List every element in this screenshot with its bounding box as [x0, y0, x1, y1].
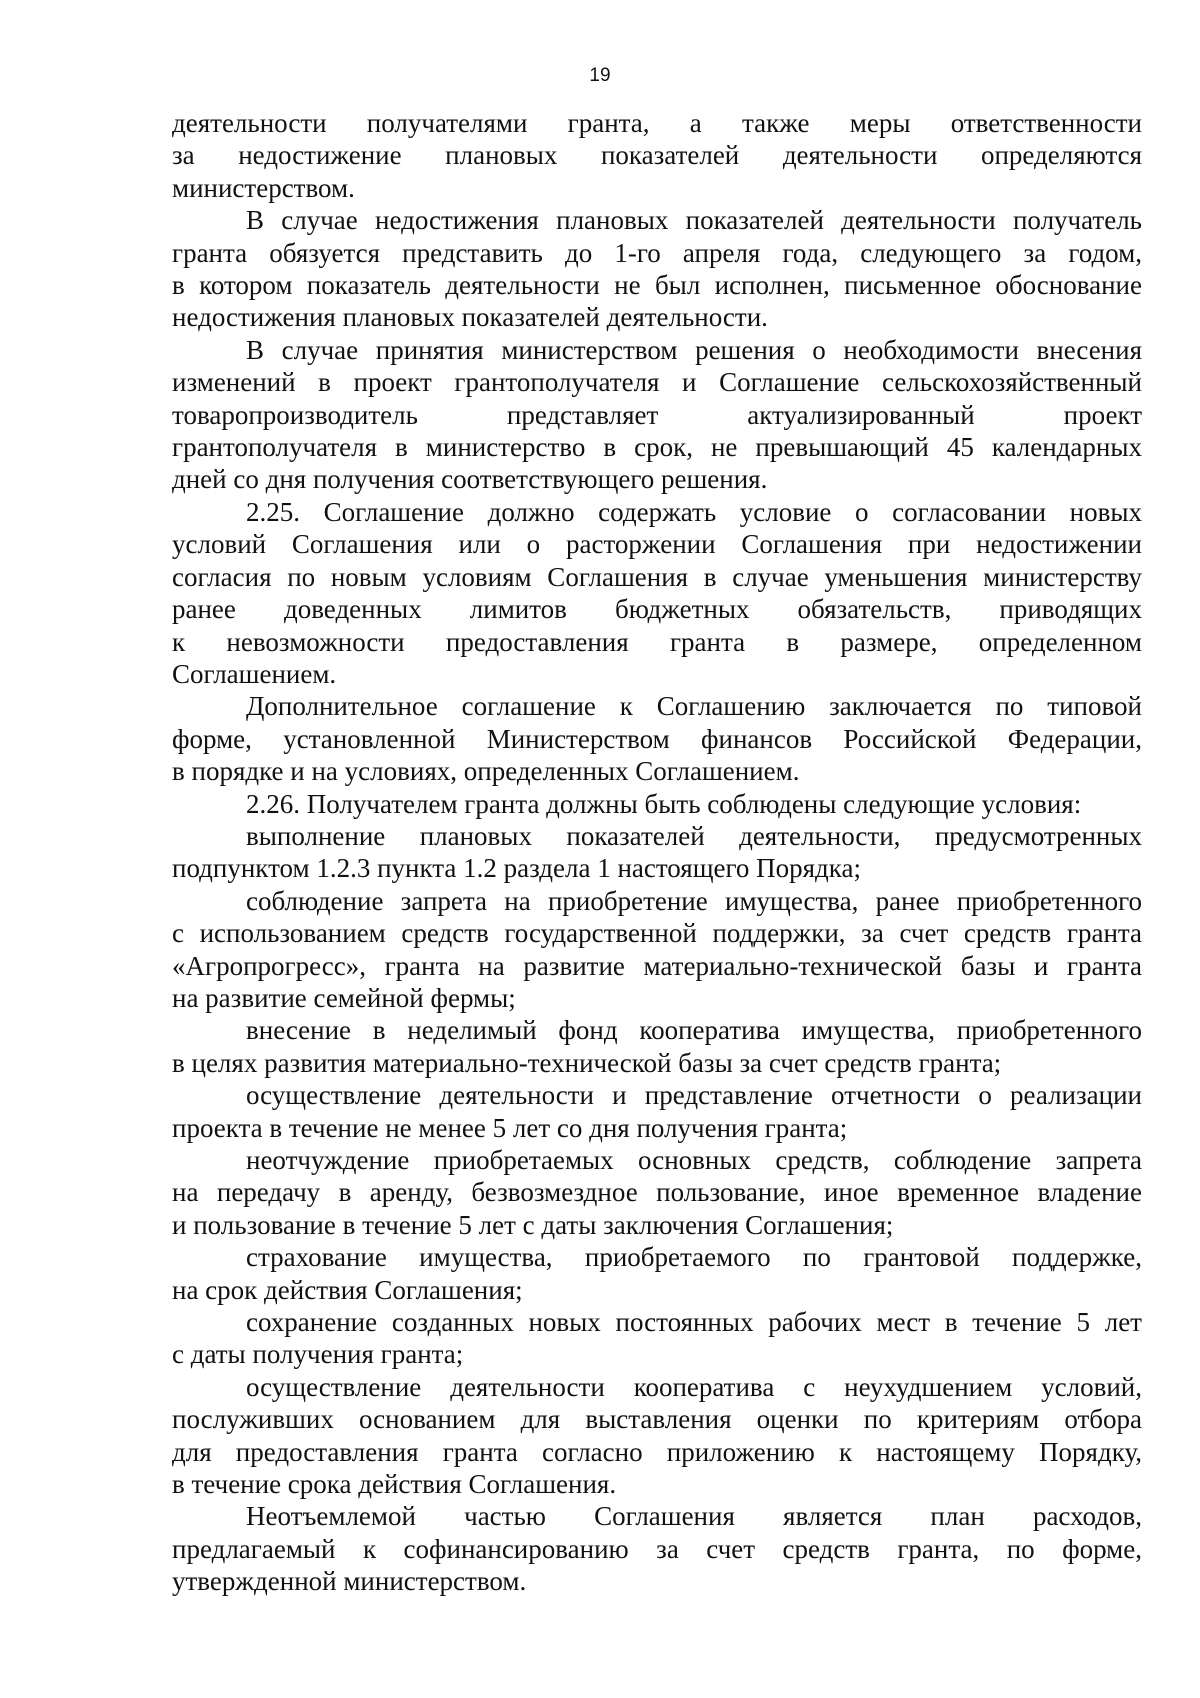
paragraph [172, 334, 1142, 496]
text-line: 2.26. Получателем гранта должны быть соблюдены следующие условия: [246, 788, 1082, 819]
paragraph [172, 1241, 1142, 1306]
paragraph [172, 1306, 1142, 1371]
paragraph [172, 820, 1142, 885]
text-line: в котором показатель деятельности не был исполнен, письменное обоснование [172, 270, 1142, 301]
text-line: в течение срока действия Соглашения. [172, 1469, 617, 1500]
text-line: изменений в проект грантополучателя и Соглашение сельскохозяйственный [172, 367, 1142, 398]
document-body [172, 107, 1142, 1598]
text-line: на передачу в аренду, безвозмездное пользование, иное временное владение [172, 1177, 1142, 1208]
paragraph [172, 1014, 1142, 1079]
text-line: послуживших основанием для выставления оценки по критериям отбора [172, 1404, 1142, 1435]
text-line: условий Соглашения или о расторжении Соглашения при недостижении [172, 529, 1142, 560]
text-line: в порядке и на условиях, определенных Соглашением. [172, 756, 800, 787]
text-line: Соглашением. [172, 658, 337, 689]
text-line: соблюдение запрета на приобретение имущества, ранее приобретенного [246, 885, 1142, 916]
text-line: недостижения плановых показателей деятельности. [172, 302, 768, 333]
text-line: «Агропрогресс», гранта на развитие материально-технической базы и гранта [172, 950, 1142, 981]
text-line: форме, установленной Министерством финансов Российской Федерации, [172, 723, 1142, 754]
paragraph [172, 107, 1142, 204]
paragraph [172, 690, 1142, 787]
text-line: Неотъемлемой частью Соглашения является план расходов, [246, 1501, 1142, 1532]
paragraph [172, 1371, 1142, 1501]
text-line: осуществление деятельности кооператива с неухудшением условий, [246, 1371, 1142, 1402]
paragraph [172, 1500, 1142, 1597]
paragraph [172, 496, 1142, 690]
text-line: утвержденной министерством. [172, 1566, 527, 1597]
text-line: товаропроизводитель представляет актуализированный проект [172, 399, 1142, 430]
text-line: выполнение плановых показателей деятельности, предусмотренных [246, 820, 1142, 851]
paragraph [172, 885, 1142, 1015]
text-line: ранее доведенных лимитов бюджетных обязательств, приводящих [172, 594, 1142, 625]
text-line: внесение в неделимый фонд кооператива имущества, приобретенного [246, 1015, 1142, 1046]
text-line: на срок действия Соглашения; [172, 1274, 523, 1305]
paragraph [172, 1079, 1142, 1144]
text-line: за недостижение плановых показателей деятельности определяются [172, 140, 1142, 171]
text-line: осуществление деятельности и представление отчетности о реализации [246, 1080, 1142, 1111]
text-line: предлагаемый к софинансированию за счет средств гранта, по форме, [172, 1533, 1142, 1564]
text-line: Дополнительное соглашение к Соглашению заключается по типовой [246, 691, 1142, 722]
text-line: сохранение созданных новых постоянных рабочих мест в течение 5 лет [246, 1307, 1142, 1338]
text-line: В случае принятия министерством решения о необходимости внесения [246, 334, 1142, 365]
text-line: министерством. [172, 172, 355, 203]
paragraph [172, 1144, 1142, 1241]
text-line: с даты получения гранта; [172, 1339, 464, 1370]
text-line: согласия по новым условиям Соглашения в случае уменьшения министерству [172, 561, 1142, 592]
text-line: В случае недостижения плановых показателей деятельности получатель [246, 205, 1142, 236]
text-line: неотчуждение приобретаемых основных средств, соблюдение запрета [246, 1145, 1142, 1175]
text-line: для предоставления гранта согласно приложению к настоящему Порядку, [172, 1436, 1142, 1467]
text-line: 2.25. Соглашение должно содержать условие о согласовании новых [246, 496, 1142, 527]
text-line: гранта обязуется представить до 1-го апреля года, следующего за годом, [172, 237, 1142, 268]
text-line: дней со дня получения соответствующего решения. [172, 464, 768, 495]
page-number: 19 [589, 65, 611, 86]
text-line: проекта в течение не менее 5 лет со дня получения гранта; [172, 1112, 848, 1143]
text-line: и пользование в течение 5 лет с даты заключения Соглашения; [172, 1209, 894, 1240]
text-line: страхование имущества, приобретаемого по грантовой поддержке, [246, 1242, 1142, 1273]
text-line: в целях развития материально-технической базы за счет средств гранта; [172, 1047, 1002, 1078]
text-line: грантополучателя в министерство в срок, не превышающий 45 календарных [172, 432, 1142, 463]
paragraph [172, 788, 1142, 820]
text-line: с использованием средств государственной поддержки, за счет средств гранта [172, 918, 1142, 949]
paragraph [172, 204, 1142, 334]
text-line: подпунктом 1.2.3 пункта 1.2 раздела 1 настоящего Порядка; [172, 853, 861, 884]
text-line: к невозможности предоставления гранта в размере, определенном [172, 626, 1142, 657]
text-line: деятельности получателями гранта, а также меры ответственности [172, 108, 1142, 138]
text-line: на развитие семейной фермы; [172, 982, 516, 1013]
